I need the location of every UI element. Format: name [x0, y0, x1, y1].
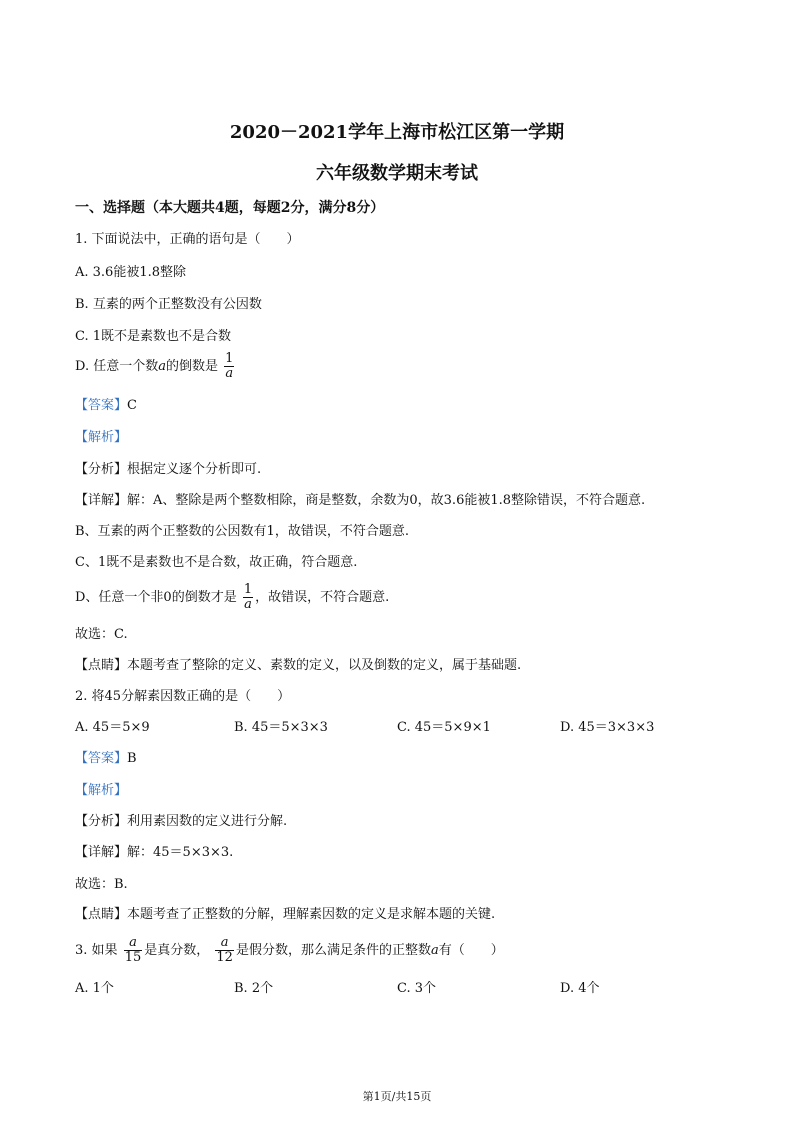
q2-option-a: A. 45＝5×9 — [75, 720, 150, 735]
fraction-denominator: a — [244, 597, 252, 612]
q1-answer — [75, 397, 137, 415]
q2-option-b: B. 45＝5×3×3 — [234, 720, 328, 735]
q2-answer — [75, 750, 137, 768]
q3-suffix: 有（ ） — [438, 943, 504, 958]
answer-value: C — [127, 398, 137, 413]
fraction-denominator: a — [225, 366, 234, 381]
q1-analysis: 【分析】根据定义逐个分析即可. — [75, 462, 262, 477]
q3-option-b: B. 2个 — [234, 981, 274, 996]
page-footer: 第1页/共15页 — [362, 1090, 432, 1103]
fraction-denominator: 15 — [124, 950, 142, 965]
exam-title-line2: 六年级数学期末考试 — [316, 163, 478, 184]
q1-detail-fraction — [243, 583, 253, 612]
q1-detail-d — [75, 583, 389, 612]
q2-comment: 【点睛】本题考查了正整数的分解，理解素因数的定义是求解本题的关键. — [75, 907, 496, 922]
q3-option-a: A. 1个 — [75, 981, 114, 996]
q3-stem — [75, 936, 504, 965]
q3-mid2: 是假分数，那么满足条件的正整数 — [235, 943, 431, 958]
fraction-numerator: a — [215, 936, 234, 951]
q3-fraction-2 — [215, 936, 234, 965]
q2-jiexi-tag: 【解析】 — [75, 783, 128, 798]
q1-detail-b: B、互素的两个正整数的公因数有1，故错误，不符合题意. — [75, 524, 409, 539]
q1-option-b: B. 互素的两个正整数没有公因数 — [75, 297, 262, 312]
q3-prefix: 3. 如果 — [75, 943, 118, 958]
q3-option-d: D. 4个 — [560, 981, 600, 996]
fraction-numerator: a — [124, 936, 143, 951]
q1-d-fraction — [224, 352, 234, 381]
q1-stem: 1. 下面说法中，正确的语句是（ ） — [75, 232, 300, 247]
exam-title-line1: 2020－2021学年上海市松江区第一学期 — [229, 122, 565, 143]
q1-d-prefix: D. 任意一个数 — [75, 359, 159, 374]
q1-jiexi-tag: 【解析】 — [75, 430, 128, 445]
section-heading: 一、选择题（本大题共4题，每题2分，满分8分） — [75, 200, 385, 216]
q1-choose: 故选：C. — [75, 627, 128, 642]
q3-var: a — [430, 943, 439, 958]
q1-detail-d-prefix: D、任意一个非0的倒数才是 — [75, 590, 237, 605]
q1-comment: 【点睛】本题考查了整除的定义、素数的定义，以及倒数的定义，属于基础题. — [75, 658, 522, 673]
q3-fraction-1 — [124, 936, 143, 965]
q2-option-c: C. 45＝5×9×1 — [397, 720, 491, 735]
answer-value: B — [127, 751, 137, 766]
fraction-denominator: 12 — [216, 950, 233, 965]
q2-analysis: 【分析】利用素因数的定义进行分解. — [75, 814, 288, 829]
q1-option-a: A. 3.6能被1.8整除 — [75, 265, 187, 280]
q2-stem: 2. 将45分解素因数正确的是（ ） — [75, 689, 291, 704]
q1-detail-a: 【详解】解：A、整除是两个整数相除，商是整数，余数为0，故3.6能被1.8整除错误，不符合题意. — [75, 493, 646, 508]
q1-option-d — [75, 352, 236, 381]
q1-option-c: C. 1既不是素数也不是合数 — [75, 329, 232, 344]
answer-tag: 【答案】 — [75, 398, 128, 413]
q1-detail-c: C、1既不是素数也不是合数，故正确，符合题意. — [75, 555, 358, 570]
fraction-numerator: 1 — [225, 351, 234, 366]
q2-detail: 【详解】解：45＝5×3×3. — [75, 845, 234, 860]
q2-option-d: D. 45＝3×3×3 — [560, 720, 655, 735]
q1-d-var: a — [158, 359, 166, 374]
q1-detail-d-suffix: ，故错误，不符合题意. — [255, 590, 390, 605]
q2-choose: 故选：B. — [75, 877, 128, 892]
q3-option-c: C. 3个 — [397, 981, 437, 996]
answer-tag: 【答案】 — [75, 751, 128, 766]
q1-d-mid: 的倒数是 — [166, 359, 219, 374]
q3-mid1: 是真分数， — [144, 943, 210, 958]
fraction-numerator: 1 — [243, 582, 253, 597]
